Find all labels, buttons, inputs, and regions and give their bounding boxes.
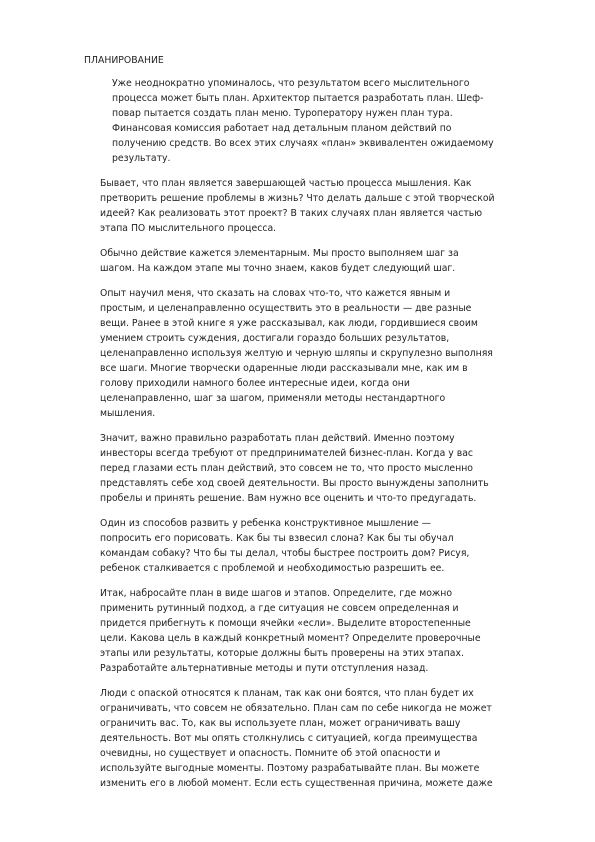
text-line: Люди с опаской относятся к планам, так как они боятся, что план будет их <box>100 688 474 699</box>
text-line: Разработайте альтернативные методы и пути отступления назад. <box>100 663 429 674</box>
text-line: процесса может быть план. Архитектор пытается разработать план. Шеф- <box>112 93 484 104</box>
text-line: получению средств. Во всех этих случаях «план» эквивалентен ожидаемому <box>112 138 494 149</box>
text-line: Уже неоднократно упоминалось, что результатом всего мыслительного <box>112 78 470 89</box>
text-line: попросить его порисовать. Как бы ты взвесил слона? Как бы ты обучал <box>100 533 454 544</box>
text-line: ограничить вас. То, как вы используете план, может ограничивать вашу <box>100 718 461 729</box>
document-body <box>84 54 524 801</box>
paragraph-1 <box>84 76 524 166</box>
text-line: применить рутинный подход, а где ситуация не совсем определенная и <box>100 603 459 614</box>
text-line: Финансовая комиссия работает над детальным планом действий по <box>112 123 452 134</box>
text-line: Один из способов развить у ребенка конструктивное мышление — <box>100 518 432 529</box>
paragraph-5 <box>84 431 524 506</box>
text-line: шагом. На каждом этапе мы точно знаем, каков будет следующий шаг. <box>100 263 456 274</box>
text-line: этапы или результаты, которые должны быть проверены на этих этапах. <box>100 648 464 659</box>
paragraph-8 <box>84 686 524 791</box>
text-line: командам собаку? Что бы ты делал, чтобы быстрее построить дом? Рисуя, <box>100 548 470 559</box>
text-line: вещи. Ранее в этой книге я уже рассказывал, как люди, гордившиеся своим <box>100 318 478 329</box>
text-line: очевидны, но существует и опасность. Помните об этой опасности и <box>100 748 441 759</box>
text-line: Обычно действие кажется элементарным. Мы просто выполняем шаг за <box>100 248 459 259</box>
text-line: инвесторы всегда требуют от предпринимателей бизнес-план. Когда у вас <box>100 448 473 459</box>
paragraph-4 <box>84 286 524 421</box>
text-line: умением строить суждения, достигали гораздо больших результатов, <box>100 333 450 344</box>
text-line: Опыт научил меня, что сказать на словах что-то, что кажется явным и <box>100 288 451 299</box>
text-line: используйте выгодные моменты. Поэтому разрабатывайте план. Вы можете <box>100 763 480 774</box>
text-line: представлять себе ход своей деятельности. Вы просто вынуждены заполнить <box>100 478 489 489</box>
text-line: Итак, набросайте план в виде шагов и этапов. Определите, где можно <box>100 588 453 599</box>
text-line: целенаправленно используя желтую и черную шляпы и скрупулезно выполняя <box>100 348 493 359</box>
text-line: простым, и целенаправленно осуществить это в реальности — две разные <box>100 303 472 314</box>
document-title: ПЛАНИРОВАНИЕ <box>84 55 164 66</box>
text-line: придется прибегнуть к помощи ячейки «если». Выделите второстепенные <box>100 618 471 629</box>
text-line: целенаправленно, шаг за шагом, применяли методы нестандартного <box>100 393 446 404</box>
text-line: все шаги. Многие творчески одаренные люди рассказывали мне, как им в <box>100 363 468 374</box>
text-line: ребенок сталкивается с проблемой и необходимостью разрешить ее. <box>100 563 445 574</box>
text-line: перед глазами есть план действий, это совсем не то, что просто мысленно <box>100 463 473 474</box>
paragraph-2 <box>84 176 524 236</box>
text-line: пробелы и принять решение. Вам нужно все оценить и что-то предугадать. <box>100 493 477 504</box>
text-line: ограничивать, что совсем не обязательно. План сам по себе никогда не может <box>100 703 492 714</box>
text-line: голову приходили намного более интересные идеи, когда они <box>100 378 410 389</box>
text-line: Значит, важно правильно разработать план действий. Именно поэтому <box>100 433 455 444</box>
paragraph-7 <box>84 586 524 676</box>
text-line: этапа ПО мыслительного процесса. <box>100 223 277 234</box>
text-line: претворить решение проблемы в жизнь? Что делать дальше с этой творческой <box>100 193 495 204</box>
text-line: мышления. <box>100 408 156 419</box>
paragraph-3 <box>84 246 524 276</box>
paragraph-6 <box>84 516 524 576</box>
text-line: деятельность. Вот мы опять столкнулись с ситуацией, когда преимущества <box>100 733 478 744</box>
text-line: изменить его в любой момент. Если есть существенная причина, можете даже <box>100 778 493 789</box>
text-line: идеей? Как реализовать этот проект? В таких случаях план является частью <box>100 208 483 219</box>
text-line: повар пытается создать план меню. Туроператору нужен план тура. <box>112 108 453 119</box>
text-line: Бывает, что план является завершающей частью процесса мышления. Как <box>100 178 472 189</box>
text-line: результату. <box>112 153 171 164</box>
text-line: цели. Какова цель в каждый конкретный момент? Определите проверочные <box>100 633 481 644</box>
